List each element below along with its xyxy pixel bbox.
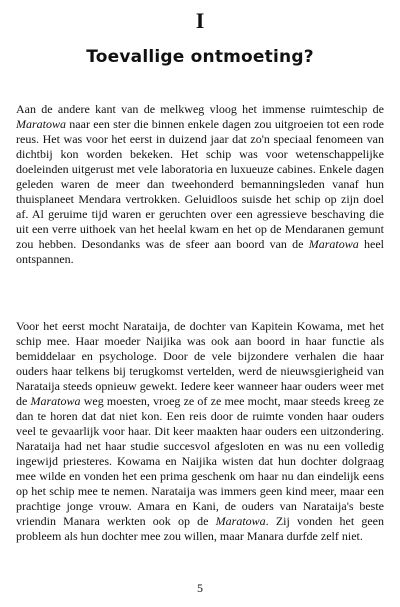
text-run: Voor het eerst mocht Narataija, de dochter van Kapitein Kowama, met het schip mee. Haar moeder Naijika was ook aan boord in haar functie als bemiddelaar en psychologe. Door de vele bijzondere verhalen die haar ouders haar telkens bij terugkomst vertelden, werd de nieuwsgierigheid van Narataija steeds opnieuw gewekt. Iedere keer wanneer haar ouders weer met de	[16, 319, 384, 408]
ship-name: Maratowa	[16, 117, 67, 131]
chapter-number: I	[195, 8, 205, 33]
text-run: weg moesten, vroeg ze of ze mee mocht, maar steeds kreeg ze dan te horen dat dat niet kon. Een reis door de ruimte vonden haar ouders veel te gevaarlijk voor haar. Dit keer maakten haar ouders een uitzondering. Narataija had net haar studie succesvol afgesloten en was nu een volledig ingewijd priesteres. Kowama en Naijika wisten dat hun dochter dolgraag mee wilde en vonden het een prima geschenk om haar nu dan eindelijk eens op het schip mee te nemen. Narataija was immers geen kind meer, maar een prachtige jonge vrouw. Amara en Kani, de ouders van Narataija's beste vriendin Manara werkten ook op de	[16, 394, 384, 528]
page-number: 5	[197, 581, 203, 595]
chapter-title: Toevallige ontmoeting?	[86, 47, 314, 67]
ship-name: Maratowa	[308, 237, 359, 251]
paragraph-1	[16, 102, 384, 267]
text-run: heel ontspannen.	[16, 237, 384, 266]
text-run: . Zij vonden het geen probleem als hun dochter mee zou willen, maar Manara durfde zelf niet.	[16, 514, 385, 543]
ship-name: Maratowa	[215, 514, 266, 528]
paragraph-2	[16, 319, 384, 544]
text-run: naar een ster die binnen enkele dagen zou uitgroeien tot een rode reus. Het was voor het eerst in duizend jaar dat zo'n speciaal fenomeen van dichtbij kon worden bekeken. Het schip was voor wetenschappelijke doeleinden uitgerust met vele laboratoria en luxueuze cabines. Enkele dagen geleden waren de meer dan tweehonderd bemanningsleden vanaf hun thuisplaneet Mendara vertrokken. Geluidloos suisde het schip op zijn doel af. Al geruime tijd waren er geruchten over een agressieve beschaving die uit een verre uithoek van het heelal kwam en het op de Mendaranen gemunt zou hebben. Desondanks was de sfeer aan boord van de	[16, 117, 384, 251]
text-run: Aan de andere kant van de melkweg vloog het immense ruimteschip de	[16, 102, 384, 116]
ship-name: Maratowa	[30, 394, 81, 408]
